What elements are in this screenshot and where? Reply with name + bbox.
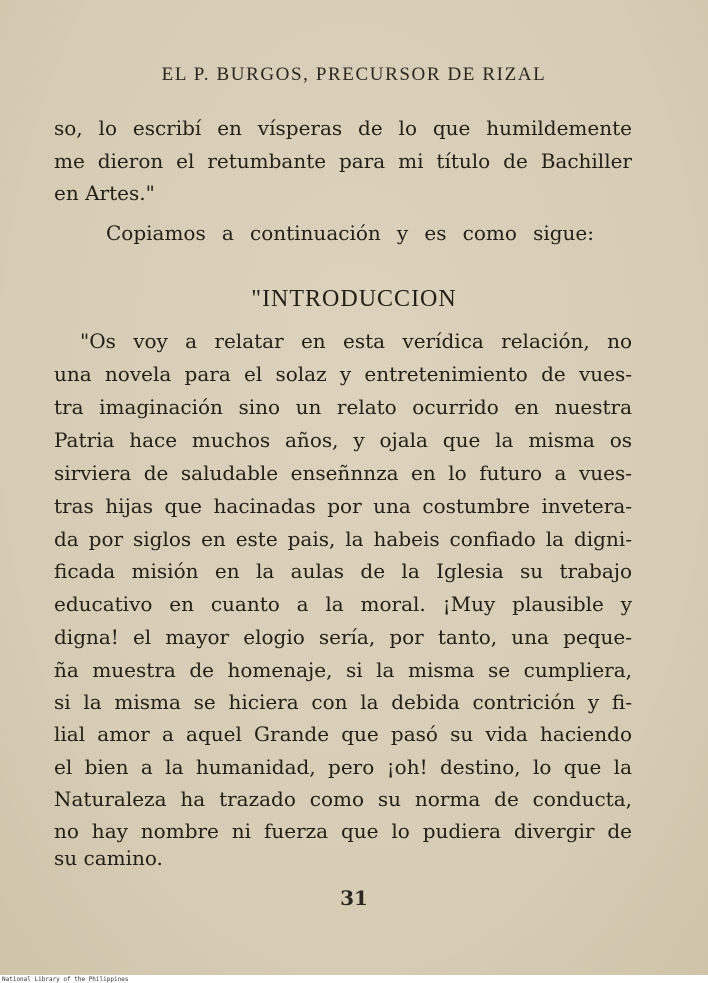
text-line: lial amor a aquel Grande que pasó su vida haciendo [54,722,632,746]
running-header: EL P. BURGOS, PRECURSOR DE RIZAL [161,64,547,85]
text-line: tra imaginación sino un relato ocurrido en nuestra [54,395,632,419]
paragraph-first-line: "Os voy a relatar en esta verídica relación, no [80,329,632,353]
text-line: da por siglos en este pais, la habeis confiado la digni- [54,527,632,551]
text-line: me dieron el retumbante para mi título de Bachiller [54,149,632,173]
text-line: so, lo escribí en vísperas de lo que humildemente [54,116,632,140]
text-line: su camino. [54,846,163,870]
text-line: Patria hace muchos años, y ojala que la misma os [54,428,632,452]
page-number: 31 [340,886,368,910]
library-credit: National Library of the Philippines [2,976,129,983]
text-line: tras hijas que hacinadas por una costumbre invetera- [54,494,632,518]
text-line: sirviera de saludable enseñnnza en lo futuro a vues- [54,461,632,485]
text-line: no hay nombre ni fuerza que lo pudiera divergir de [54,819,632,843]
transition-line: Copiamos a continuación y es como sigue: [106,221,594,245]
text-line: en Artes." [54,181,155,205]
text-line: el bien a la humanidad, pero ¡oh! destino, lo que la [54,755,632,779]
text-line: ficada misión en la aulas de la Iglesia su trabajo [54,559,632,583]
text-line: una novela para el solaz y entretenimiento de vues- [54,362,632,386]
text-line: si la misma se hiciera con la debida contrición y fi- [54,690,632,714]
text-line: Naturaleza ha trazado como su norma de conducta, [54,787,632,811]
section-title: "INTRODUCCION [251,286,457,312]
text-line: ña muestra de homenaje, si la misma se cumpliera, [54,658,632,682]
text-line: digna! el mayor elogio sería, por tanto, una peque- [54,625,632,649]
text-line: educativo en cuanto a la moral. ¡Muy plausible y [54,592,632,616]
